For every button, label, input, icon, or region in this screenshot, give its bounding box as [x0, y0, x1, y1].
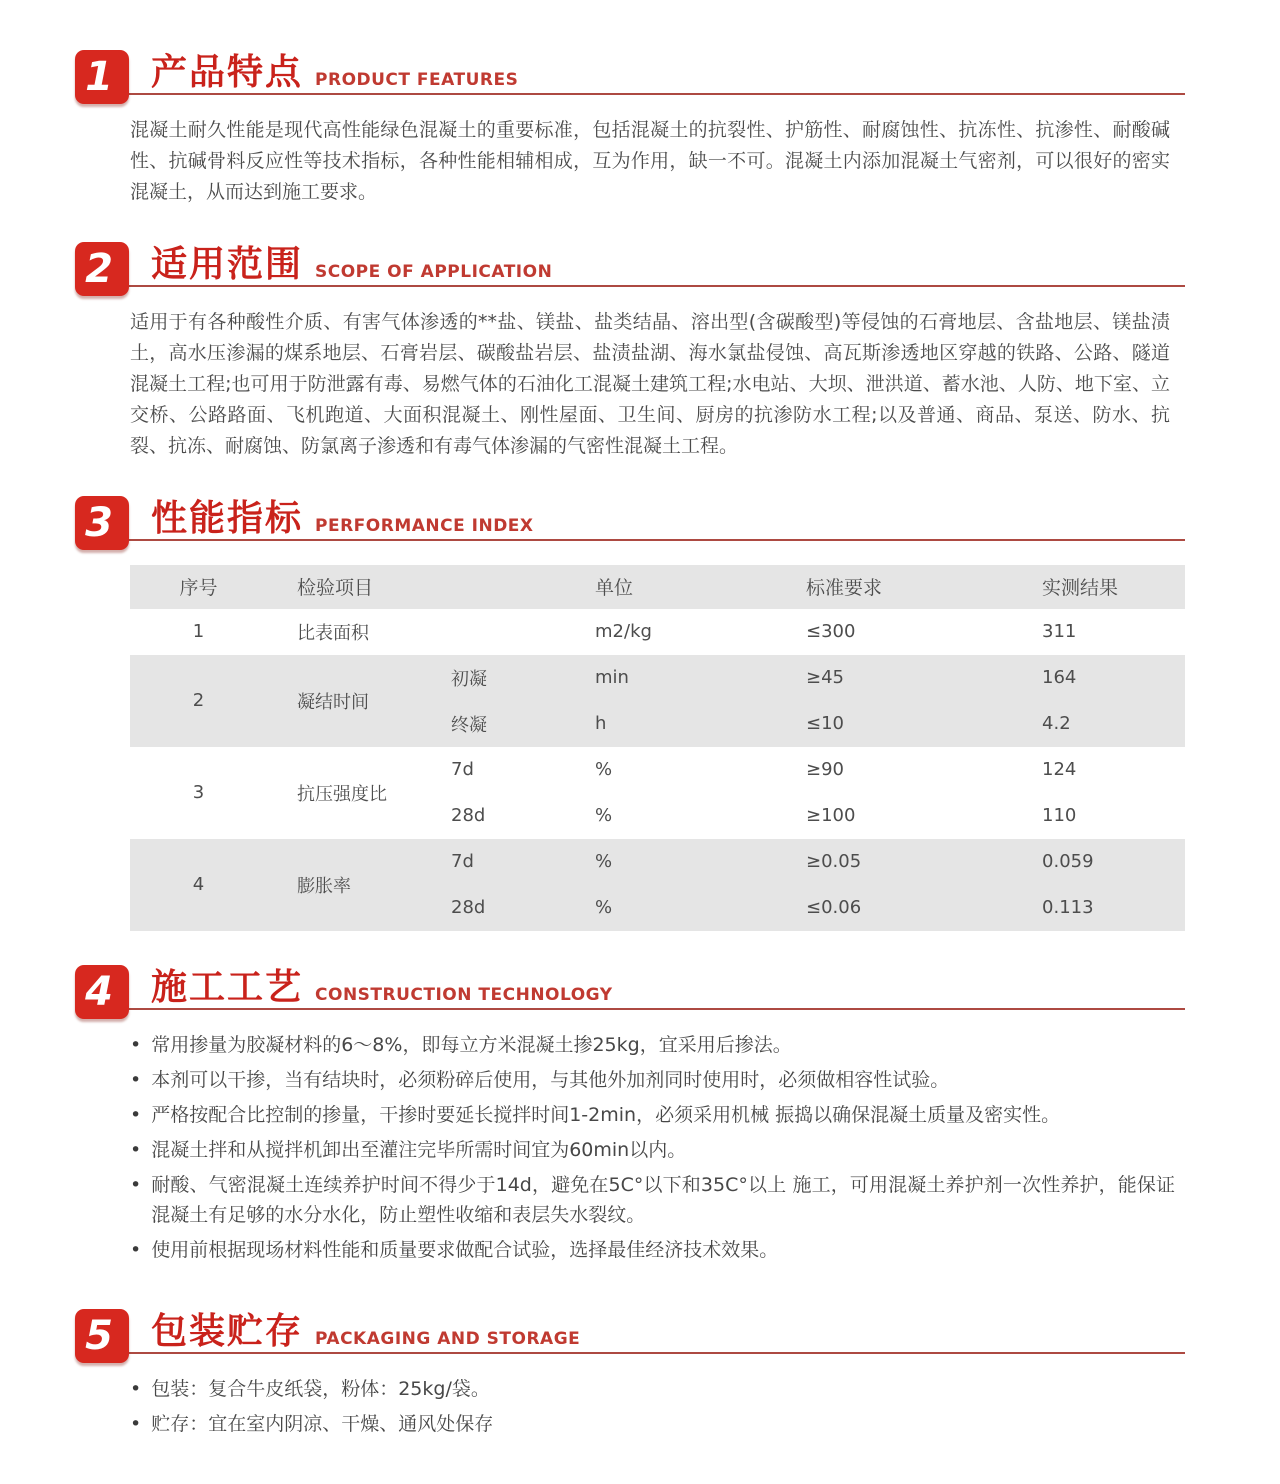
col-header-item: 检验项目 — [297, 577, 374, 600]
cell-item: 膨胀率 — [297, 875, 351, 897]
cell-unit: % — [595, 897, 613, 919]
cell-unit: % — [595, 805, 613, 827]
section-packaging-and-storage — [75, 1309, 1185, 1439]
table-header-row — [130, 565, 1185, 609]
bullet-icon — [130, 1100, 141, 1130]
table-row — [130, 655, 1185, 701]
section-5-number-badge: 5 — [75, 1309, 129, 1363]
list-item-text: 混凝土拌和从搅拌机卸出至灌注完毕所需时间宜为60min以内。 — [151, 1138, 687, 1161]
bullet-icon — [130, 1374, 141, 1404]
section-scope-of-application — [75, 242, 1185, 462]
section-4-title-zh: 施工工艺 — [151, 966, 304, 1008]
bullet-icon — [130, 1409, 141, 1439]
packaging-storage-list — [130, 1374, 1175, 1439]
cell-unit: min — [595, 667, 629, 689]
cell-unit: % — [595, 759, 613, 781]
cell-standard: ≥90 — [806, 759, 845, 781]
cell-sub: 初凝 — [451, 668, 487, 690]
cell-standard: ≤300 — [806, 621, 856, 643]
cell-standard: ≥100 — [806, 805, 856, 827]
cell-sub: 7d — [451, 759, 474, 781]
section-2-title-zh: 适用范围 — [151, 243, 304, 285]
section-2-header — [75, 242, 1185, 292]
section-2-paragraph: 适用于有各种酸性介质、有害气体渗透的**盐、镁盐、盐类结晶、溶出型(含碳酸型)等侵蚀的石膏地层、含盐地层、镁盐渍土，高水压渗漏的煤系地层、石膏岩层、碳酸盐岩层、盐渍盐湖、海水氯盐侵蚀、高瓦斯渗透地区穿越的铁路、公路、隧道混凝土工程;也可用于防泄露有毒、易燃气体的石油化工混凝土建筑工程;水电站、大坝、泄洪道、蓄水池、人防、地下室、立交桥、公路路面、飞机跑道、大面积混凝土、刚性屋面、卫生间、厨房的抗渗防水工程;以及普通、商品、泵送、防水、抗裂、抗冻、耐腐蚀、防氯离子渗透和有毒气体渗漏的气密性混凝土工程。 — [130, 310, 1170, 457]
bullet-icon — [130, 1235, 141, 1265]
section-1-header — [75, 50, 1185, 100]
section-1-paragraph: 混凝土耐久性能是现代高性能绿色混凝土的重要标准，包括混凝土的抗裂性、护筋性、耐腐蚀性、抗冻性、抗渗性、耐酸碱性、抗碱骨料反应性等技术指标，各种性能相辅相成，互为作用，缺一不可。混凝土内添加混凝土气密剂，可以很好的密实混凝土，从而达到施工要求。 — [130, 119, 1170, 203]
section-3-number-badge: 3 — [75, 496, 129, 550]
list-item — [130, 1170, 1175, 1230]
cell-item: 凝结时间 — [297, 691, 369, 713]
cell-unit: % — [595, 851, 613, 873]
cell-result: 4.2 — [1042, 713, 1071, 735]
list-item-text: 贮存：宜在室内阴凉、干燥、通风处保存 — [151, 1412, 494, 1435]
bullet-icon — [130, 1135, 141, 1165]
table-row — [130, 609, 1185, 655]
section-performance-index — [75, 496, 1185, 931]
cell-no: 3 — [192, 782, 205, 804]
section-2-number-badge: 2 — [75, 242, 129, 296]
list-item — [130, 1235, 1175, 1265]
bullet-icon — [130, 1065, 141, 1095]
performance-table — [130, 565, 1185, 931]
section-5-title-en: PACKAGING AND STORAGE — [315, 1328, 581, 1349]
cell-standard: ≤0.06 — [806, 897, 862, 919]
bullet-icon — [130, 1030, 141, 1060]
list-item-text: 包装：复合牛皮纸袋，粉体：25kg/袋。 — [151, 1377, 490, 1400]
section-4-number-badge: 4 — [75, 965, 129, 1019]
section-product-features — [75, 50, 1185, 208]
cell-no: 1 — [192, 621, 205, 643]
bullet-icon — [130, 1170, 141, 1200]
col-header-unit: 单位 — [595, 577, 634, 600]
section-3-header — [75, 496, 1185, 546]
cell-result: 0.113 — [1042, 897, 1094, 919]
construction-steps-list — [130, 1030, 1175, 1265]
list-item — [130, 1065, 1175, 1095]
cell-result: 110 — [1042, 805, 1077, 827]
cell-result: 124 — [1042, 759, 1077, 781]
section-5-title-zh: 包装贮存 — [151, 1310, 304, 1352]
section-2-title-en: SCOPE OF APPLICATION — [315, 261, 553, 282]
col-header-seq: 序号 — [179, 577, 218, 600]
list-item-text: 严格按配合比控制的掺量，干掺时要延长搅拌时间1-2min，必须采用机械 振捣以确保混凝土质量及密实性。 — [151, 1103, 1061, 1126]
section-1-number-badge: 1 — [75, 50, 129, 104]
cell-result: 0.059 — [1042, 851, 1094, 873]
section-construction-technology — [75, 965, 1185, 1265]
col-header-standard: 标准要求 — [806, 577, 883, 600]
cell-item: 比表面积 — [297, 622, 369, 644]
section-4-title-en: CONSTRUCTION TECHNOLOGY — [315, 984, 613, 1005]
section-1-title-en: PRODUCT FEATURES — [315, 70, 519, 90]
list-item — [130, 1374, 1175, 1404]
section-4-header — [75, 965, 1185, 1015]
list-item-text: 耐酸、气密混凝土连续养护时间不得少于14d，避免在5C°以下和35C°以上 施工，可用混凝土养护剂一次性养护，能保证混凝土有足够的水分水化，防止塑性收缩和表层失水裂纹。 — [151, 1173, 1175, 1226]
cell-result: 311 — [1042, 621, 1077, 643]
cell-sub: 7d — [451, 851, 474, 873]
cell-sub: 终凝 — [451, 714, 487, 736]
cell-no: 2 — [192, 690, 205, 712]
cell-standard: ≥0.05 — [806, 851, 862, 873]
cell-item: 抗压强度比 — [297, 783, 387, 805]
section-3-title-en: PERFORMANCE INDEX — [315, 515, 534, 536]
cell-standard: ≥45 — [806, 667, 845, 689]
list-item — [130, 1030, 1175, 1060]
table-row — [130, 747, 1185, 793]
list-item — [130, 1409, 1175, 1439]
list-item-text: 常用掺量为胶凝材料的6～8%，即每立方米混凝土掺25kg，宜采用后掺法。 — [151, 1033, 792, 1056]
cell-sub: 28d — [451, 805, 486, 827]
cell-unit: h — [595, 713, 607, 735]
section-3-title-zh: 性能指标 — [151, 497, 304, 539]
list-item — [130, 1135, 1175, 1165]
list-item-text: 使用前根据现场材料性能和质量要求做配合试验，选择最佳经济技术效果。 — [151, 1238, 779, 1261]
cell-unit: m2/kg — [595, 621, 652, 643]
list-item-text: 本剂可以干掺，当有结块时，必须粉碎后使用，与其他外加剂同时使用时，必须做相容性试验。 — [151, 1068, 950, 1091]
section-1-title-zh: 产品特点 — [151, 52, 304, 93]
table-row — [130, 839, 1185, 885]
col-header-result: 实测结果 — [1042, 577, 1119, 600]
cell-standard: ≤10 — [806, 713, 845, 735]
cell-no: 4 — [192, 874, 205, 896]
section-5-header — [75, 1309, 1185, 1359]
cell-sub: 28d — [451, 897, 486, 919]
list-item — [130, 1100, 1175, 1130]
cell-result: 164 — [1042, 667, 1077, 689]
